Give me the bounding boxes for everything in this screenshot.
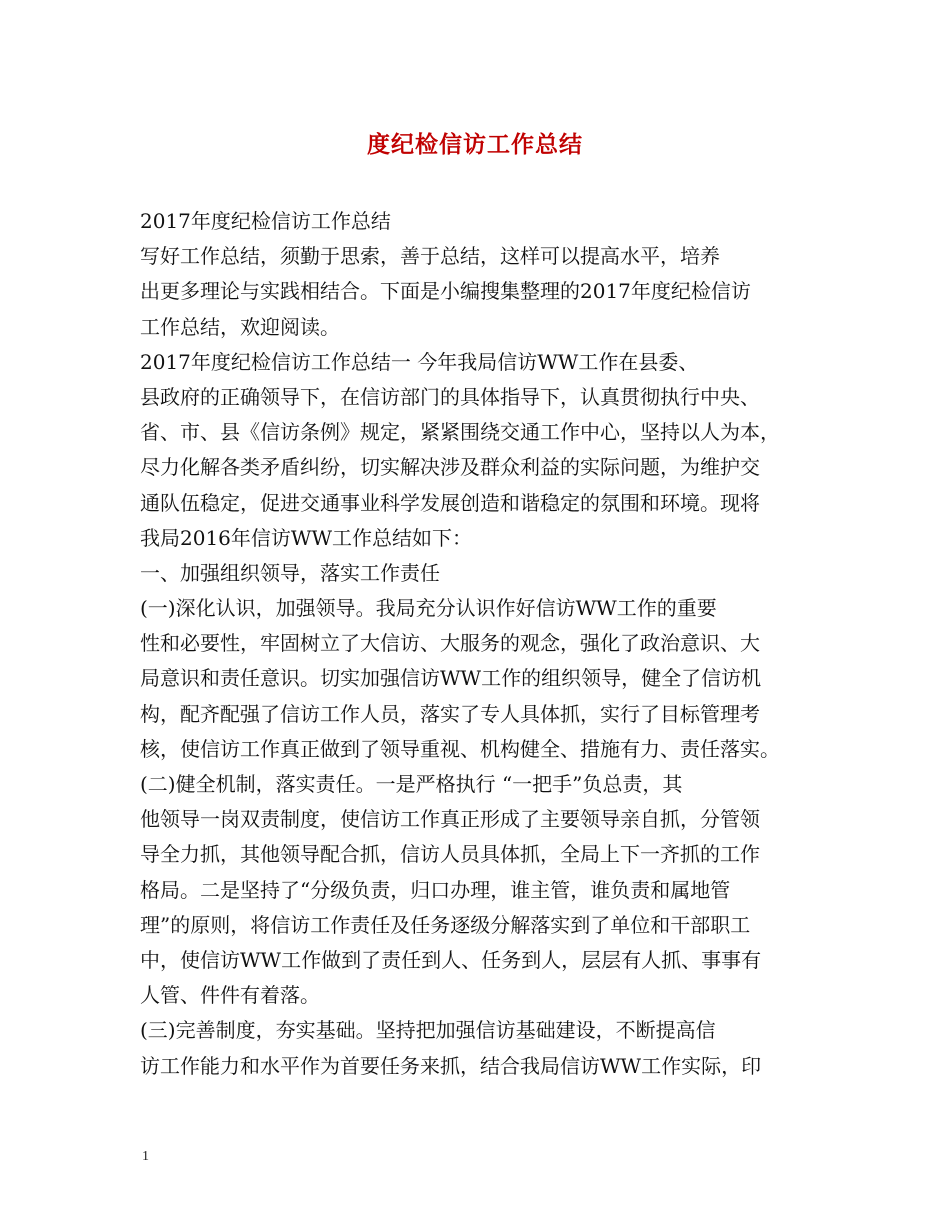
body-line: 他领导一岗双责制度，使信访工作真正形成了主要领导亲自抓，分管领 xyxy=(140,807,760,832)
page-number: 1 xyxy=(142,1149,149,1164)
document-title: 度纪检信访工作总结 xyxy=(367,132,583,158)
document-body xyxy=(140,204,816,1084)
body-line: 核，使信访工作真正做到了领导重视、机构健全、措施有力、责任落实。 xyxy=(140,736,780,761)
body-line: 尽力化解各类矛盾纠纷，切实解决涉及群众利益的实际问题，为维护交 xyxy=(140,455,760,480)
body-line: (二)健全机制，落实责任。一是严格执行 “一把手”负总责，其 xyxy=(140,772,683,796)
body-line: 中，使信访WW工作做到了责任到人、任务到人，层层有人抓、事事有 xyxy=(140,947,762,972)
body-line: 构，配齐配强了信访工作人员，落实了专人具体抓，实行了目标管理考 xyxy=(140,701,760,726)
body-line: (一)深化认识，加强领导。我局充分认识作好信访WW工作的重要 xyxy=(140,596,717,621)
body-line: 理”的原则，将信访工作责任及任务逐级分解落实到了单位和干部职工 xyxy=(140,912,751,937)
body-line: 省、市、县《信访条例》规定，紧紧围绕交通工作中心，坚持以人为本， xyxy=(140,420,780,445)
body-line: 2017年度纪检信访工作总结一 今年我局信访WW工作在县委、 xyxy=(140,349,699,374)
body-line: 出更多理论与实践相结合。下面是小编搜集整理的2017年度纪检信访 xyxy=(140,279,751,304)
body-line: 人管、件件有着落。 xyxy=(140,983,320,1008)
body-line: 通队伍稳定，促进交通事业科学发展创造和谐稳定的氛围和环境。现将 xyxy=(140,490,760,515)
body-line: 局意识和责任意识。切实加强信访WW工作的组织领导，健全了信访机 xyxy=(140,666,762,691)
body-line: 2017年度纪检信访工作总结 xyxy=(140,209,391,233)
body-line: 访工作能力和水平作为首要任务来抓，结合我局信访WW工作实际，印 xyxy=(140,1053,762,1078)
body-line: 写好工作总结，须勤于思索，善于总结，这样可以提高水平，培养 xyxy=(140,244,720,269)
body-line: 工作总结，欢迎阅读。 xyxy=(140,314,340,339)
body-line: (三)完善制度，夯实基础。坚持把加强信访基础建设，不断提高信 xyxy=(140,1018,716,1043)
body-line: 县政府的正确领导下，在信访部门的具体指导下，认真贯彻执行中央、 xyxy=(140,384,760,409)
body-line: 我局2016年信访WW工作总结如下： xyxy=(140,525,473,550)
body-line: 导全力抓，其他领导配合抓，信访人员具体抓，全局上下一齐抓的工作 xyxy=(140,842,760,867)
body-line: 格局。二是坚持了“分级负责，归口办理，谁主管，谁负责和属地管 xyxy=(140,877,731,902)
section-heading: 一、加强组织领导，落实工作责任 xyxy=(140,560,440,585)
body-line: 性和必要性，牢固树立了大信访、大服务的观念，强化了政治意识、大 xyxy=(140,631,760,656)
